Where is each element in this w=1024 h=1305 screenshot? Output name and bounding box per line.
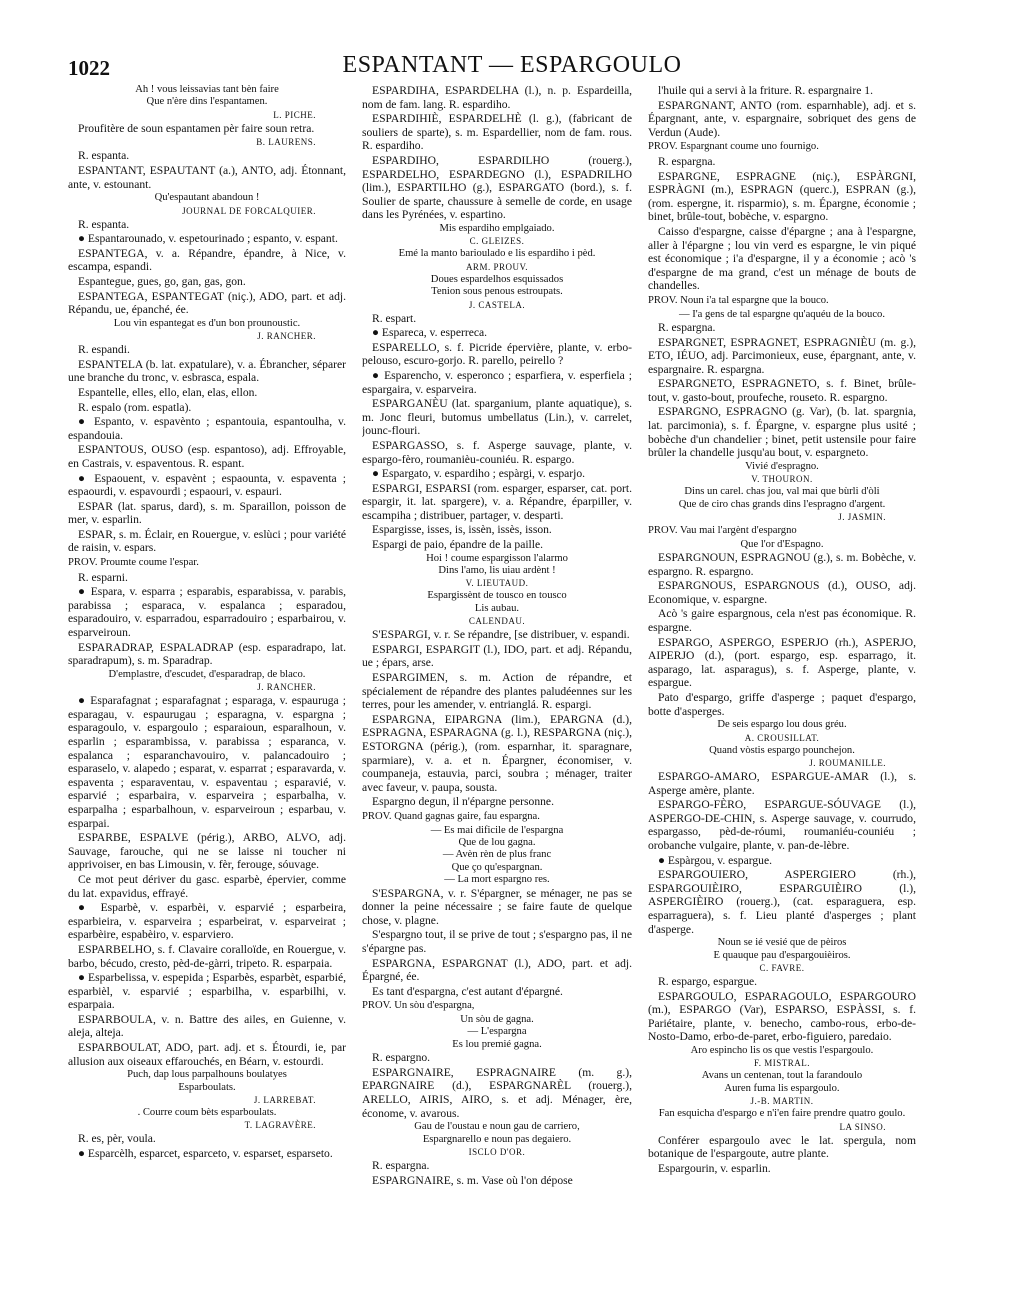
- quotation-source: LA SINSO.: [839, 1121, 886, 1132]
- dictionary-entry: Conférer espargoulo avec le lat. spergula, nom botanique de l'espargoute, autre plante.: [648, 1133, 916, 1161]
- quotation-line: Auren fuma lis espargoulo.: [724, 1082, 840, 1094]
- dictionary-entry: Espantelle, elles, ello, elan, elas, ellon.: [78, 385, 258, 399]
- quotation-source: CALENDAU.: [468, 616, 526, 627]
- quotation-line: — L'espargna: [467, 1026, 527, 1038]
- quotation-source: F. MISTRAL.: [753, 1058, 811, 1069]
- dictionary-entry: ● Esparcèlh, esparcet, esparceto, v. esparset, esparseto.: [78, 1147, 333, 1161]
- quotation-source: JOURNAL DE FORCALQUIER.: [182, 205, 316, 216]
- dictionary-entry: ESPARGI, ESPARSI (rom. esparger, esparser, cat. port. espargir, it. lat. spargere), v. a. Répandre, éparpiller, v. escampiha ; distribuer, partager, v. desparti.: [362, 481, 632, 522]
- quotation-source: V. LIEUTAUD.: [465, 578, 529, 589]
- page-header: [0, 52, 1024, 82]
- dictionary-entry: ESPARBOULA, v. n. Battre des ailes, en Guienne, v. aleja, alteja.: [68, 1012, 346, 1040]
- quotation-source: ARM. PROUV.: [465, 261, 529, 272]
- dictionary-entry: Espargourin, v. esparlin.: [658, 1161, 771, 1175]
- dictionary-entry: ● Espanto, v. espavènto ; espantouia, espantoulha, v. espandouia.: [68, 415, 346, 442]
- quotation-source: ISCLO D'OR.: [468, 1146, 526, 1157]
- quotation-source: J. CASTELA.: [468, 299, 526, 310]
- dictionary-entry: R. espargno.: [372, 1051, 431, 1065]
- dictionary-entry: Caisso d'espargne, caisse d'épargne ; ana à l'espargne, aller à l'épargne ; lou vin verd es espargne, le vin piqué est économique ; i'a d'espargne, il y a économie ; acò 's d'espargne de ma grand, c'est un ménage de bouts de chandelles.: [648, 224, 916, 293]
- quotation-line: Que n'ère dins l'espantamen.: [146, 96, 268, 108]
- proverb-line: PROV. Espargnant coume uno fournigo.: [648, 141, 819, 153]
- dictionary-entry: ESPANTEGA, ESPANTEGAT (niç.), ADO, part. et adj. Répandu, ue, épanché, ée.: [68, 289, 346, 317]
- dictionary-entry: Espargno degun, il n'épargne personne.: [372, 795, 554, 809]
- dictionary-entry: ● Esparbelissa, v. espepida ; Esparbès, esparbèt, esparbié, esparbièl, v. esparvié ; esparbilha, v. esparbilhi, v. esparpaia.: [68, 971, 346, 1012]
- column-right: [648, 84, 916, 1289]
- dictionary-entry: Acò 's gaire espargnous, cela n'est pas économique. R. espargne.: [648, 607, 916, 635]
- quotation-line: Vivié d'espragno.: [745, 460, 819, 472]
- dictionary-entry: S'ESPARGI, v. r. Se répandre, [se distribuer, v. espandi.: [372, 628, 630, 642]
- column-left: [68, 84, 346, 1289]
- dictionary-entry: R. espalo (rom. espatla).: [78, 400, 192, 414]
- dictionary-entry: S'espargno tout, il se prive de tout ; s'espargno pas, il ne s'épargne pas.: [362, 928, 632, 955]
- dictionary-entry: R. espanta.: [78, 149, 130, 163]
- dictionary-entry: ESPARBELHO, s. f. Clavaire coralloïde, en Rouergue, v. barbo, bécudo, cresto, pèd-de-gàrri, tripeto. R. esparpaia.: [68, 942, 346, 970]
- quotation-line: Es lou premié gagna.: [452, 1038, 542, 1050]
- dictionary-entry: ESPANTEGA, v. a. Répandre, épandre, à Nice, v. escampa, espandi.: [68, 246, 346, 274]
- dictionary-entry: R. espandi.: [78, 343, 130, 357]
- dictionary-entry: Proufitère de soun espantamen pèr faire soun retra.: [78, 121, 315, 135]
- quotation-line: Que de ciro chas grands dins l'espragno d'argent.: [678, 498, 886, 510]
- dictionary-entry: R. espargna.: [658, 154, 716, 168]
- quotation-source: B. LAURENS.: [256, 137, 316, 148]
- quotation-line: Dins un carel. chas jou, val mai que bùrli d'òli: [684, 486, 880, 498]
- quotation-source: J. JASMIN.: [838, 512, 886, 523]
- proverb-line: PROV. Noun i'a tal espargne que la bouco.: [648, 294, 829, 306]
- dictionary-entry: ESPARGNET, ESPRAGNET, ESPRAGNIÈU (m. g.), ETO, IÉUO, adj. Parcimonieux, euse, épargnant, ante, v. espargnaire. R. espargna.: [648, 335, 916, 376]
- dictionary-entry: ESPARGO, ASPERGO, ESPERJO (rh.), ASPERJO, AIPERJO (d.), (port. espargo, esp. esparrago, it. asparago, lat. asparagus), s. f. Asperge, plante, v. espargue.: [648, 635, 916, 690]
- dictionary-entry: ESPARGANÈU (lat. sparganium, plante aquatique), s. m. Jonc fleuri, butomus umbellatus (Lin.), v. carrelet, jounc-flouri.: [362, 397, 632, 438]
- dictionary-entry: ● Esparafagnat ; esparafagnat ; esparaga, v. espauruga ; esparagau, v. espaurugau ; esparagna, v. espargna ; esparagoulo, v. espargoulo ; esparaioun, esparalhoun, v. esparlin ; esparambissa, v. parabissa ; esparanca, v. espalanca ; esparanchavouiro, v. palancadouiro ; esparaselo, v. alapedo ; esparat, v. esparrat ; esparavarda, v. espaventa ; esparaventau, v. espaventau ; esparavié, v. esparvié ; esparbaira, v. esparveira ; esparbalha, v. esparpalha ; esparbalhoun, v. esparveiroun ; esparbau, v. esparpai.: [68, 694, 346, 830]
- dictionary-entry: ESPARGNE, ESPRAGNE (niç.), ESPÀRGNI, ESPRÀGNI (m.), ESPRAGN (querc.), ESPRAN (g.), (rom. espergne, it. risparmio), s. m. Épargne, économie ; binet, brûle-tout, bobèche, v. espargno.: [648, 169, 916, 224]
- quotation-line: Gau de l'oustau e noun gau de carriero,: [414, 1121, 580, 1133]
- quotation-line: Esparboulats.: [178, 1081, 236, 1093]
- quotation-line: — La mort espargno res.: [444, 874, 550, 886]
- quotation-line: Que l'or d'Espagno.: [740, 538, 824, 550]
- dictionary-entry: ESPARGNAIRE, s. m. Vase où l'on dépose: [372, 1173, 573, 1187]
- dictionary-entry: ESPANTOUS, OUSO (esp. espantoso), adj. Effroyable, en Castrais, v. espaventous. R. espant.: [68, 443, 346, 470]
- quotation-source: J. ROUMANILLE.: [809, 758, 886, 768]
- dictionary-entry: R. espargna.: [372, 1158, 430, 1172]
- quotation-line: E quauque pau d'espargouièiros.: [713, 949, 851, 961]
- dictionary-entry: l'huile qui a servi à la friture. R. espargnaire 1.: [658, 84, 873, 97]
- dictionary-entry: ESPARGI, ESPARGIT (l.), IDO, part. et adj. Répandu, ue ; épars, arse.: [362, 642, 632, 670]
- proverb-line: PROV. Vau mai l'argènt d'espargno: [648, 525, 797, 537]
- dictionary-entry: ESPARGO-FÈRO, ESPARGUE-SÓUVAGE (l.), ASPERGO-DE-CHIN, s. Asperge sauvage, v. courrudo, espargasso, pèd-de-róumi, roumaniéu-couniéu ; orobanche vulgaire, plante, v. pan-de-lèbre.: [648, 798, 916, 852]
- page-title: ESPANTANT — ESPARGOULO: [342, 52, 682, 78]
- column-middle: [362, 84, 632, 1289]
- dictionary-entry: ESPAR (lat. sparus, dard), s. m. Sparaillon, poisson de mer, v. esparlin.: [68, 499, 346, 527]
- proverb-line: PROV. Proumte coume l'espar.: [68, 557, 199, 569]
- dictionary-entry: ESPARGNANT, ANTO (rom. esparnhable), adj. et s. Épargnant, ante, v. espargnaire, sobriquet des gens de Verdun (Aude).: [648, 98, 916, 139]
- quotation-line: De seis espargo lou dous gréu.: [717, 719, 847, 731]
- dictionary-entry: ESPARELLO, s. f. Picride épervière, plante, v. erbo-pelouso, escuro-gorjo. R. parello, peirello ?: [362, 340, 632, 368]
- quotation-line: Tenion sous penous estroupats.: [431, 286, 563, 298]
- quotation-line: Puch, dap lous parpalhouns boulatyes: [127, 1069, 287, 1081]
- dictionary-entry: ● Espàrgou, v. espargue.: [658, 853, 773, 867]
- dictionary-entry: Ce mot peut dériver du gasc. esparbè, épervier, comme du lat. expavidus, effrayé.: [68, 872, 346, 900]
- dictionary-entry: ESPARGOUIERO, ASPERGIERO (rh.), ESPARGOUIÈIRO, ESPARGUIÈIRO (l.), ASPERGIÈIRO (rouerg.), (cat. esparaguera, esp. esparraguera), s. f. Lieu planté d'asperges ; plant d'asperge.: [648, 868, 916, 936]
- dictionary-entry: ESPARDIHO, ESPARDILHO (rouerg.), ESPARDELHO, ESPARDEGNO (l.), ESPADRILHO (lim.), ESPARTILHO (g.), ESPARGATO (bord.), s. f. Soulier de sparte, chaussure à semelle de corde, en usage dans les Pyrénées, v. espartino.: [362, 153, 632, 222]
- dictionary-entry: ESPARGOULO, ESPARAGOULO, ESPARGOURO (m.), ESPARGO (Var), ESPARSO, ESPÀSSI, s. f. Pariétaire, plante, v. benecho, cambo-rous, erbo-de-Nosto-Damo, erbo-de-paret, erbo-figuiero, paredaio.: [648, 989, 916, 1044]
- dictionary-entry: R. esparni.: [78, 570, 128, 584]
- quotation-line: Que ço qu'espargnan.: [451, 861, 543, 873]
- dictionary-entry: ● Espara, v. esparra ; esparabis, esparabissa, v. parabis, parabissa ; esparaca, v. espalanca ; esparadou, esparadouiro, v. esparradou, esparradouiro ; esparbairou, v. esparveiroun.: [68, 585, 346, 640]
- quotation-line: Lou vin espantegat es d'un bon prounoustic.: [113, 317, 301, 329]
- dictionary-entry: ● Espareca, v. esperreca.: [372, 326, 488, 340]
- quotation-source: C. FAVRE.: [759, 962, 805, 973]
- proverb-line: PROV. Quand gagnas gaire, fau espargna.: [362, 811, 540, 822]
- quotation-line: Qu'espautant abandoun !: [154, 192, 260, 204]
- quotation-line: Lis aubau.: [474, 602, 520, 614]
- proverb-line: PROV. Un sòu d'espargna,: [362, 1000, 475, 1012]
- dictionary-entry: ESPARGNO, ESPRAGNO (g. Var), (b. lat. spargnia, lat. parcimonia), s. f. Épargne, v. espargne plus usité ; bobèche d'un chandelier ; binet, petit ustensile pour faire brûler la chandelle jusqu'au bout, v. espargneto.: [648, 405, 916, 460]
- quotation-line: Doues espardelhos esquissados: [430, 273, 564, 285]
- dictionary-entry: ESPARGNAIRE, ESPRAGNAIRE (m. g.), EPARGNAIRE (d.), ESPARGNARÈL (rouerg.), ARELLO, AIRIS, AIRO, s. et adj. Ménager, ère, économe, v. avarous.: [362, 1065, 632, 1120]
- dictionary-entry: ESPARBE, ESPALVE (périg.), ARBO, ALVO, adj. Sauvage, farouche, qui ne se laisse ni toucher ni apprivoiser, en bas Limousin, v. fèr, ferouge, sóuvage.: [68, 831, 346, 872]
- quotation-line: Espargnarello e noun pas degaiero.: [422, 1133, 572, 1145]
- dictionary-entry: R. es, pèr, voula.: [78, 1132, 156, 1146]
- dictionary-entry: R. espargo, espargue.: [658, 974, 758, 988]
- quotation-line: . Courre coum bèts esparboulats.: [137, 1107, 277, 1119]
- dictionary-entry: ESPAR, s. m. Éclair, en Rouergue, v. eslùci ; pour variété de raisin, v. espars.: [68, 527, 346, 555]
- dictionary-entry: ESPARGNA, ESPARGNAT (l.), ADO, part. et adj. Épargné, ée.: [362, 956, 632, 984]
- dictionary-entry: ESPARGASSO, s. f. Asperge sauvage, plante, v. espargo-fèro, roumanièu-couniéu. R. espargo.: [362, 438, 632, 466]
- dictionary-entry: R. espanta.: [78, 217, 130, 231]
- dictionary-entry: Pato d'espargo, griffe d'asperge ; paquet d'espargo, botte d'asperges.: [648, 691, 916, 718]
- dictionary-entry: ESPARGIMEN, s. m. Action de répandre, et spécialement de répandre des plantes paludéennes sur les terres, pour les amender, v. entrianglá. R. espargi.: [362, 671, 632, 712]
- quotation-source: V. THOURON.: [751, 474, 813, 485]
- dictionary-entry: ● Espantarounado, v. espetourinado ; espanto, v. espant.: [78, 232, 338, 246]
- quotation-line: Ah ! vous leissavias tant bèn faire: [135, 84, 279, 95]
- quotation-source: A. CROUSILLAT.: [744, 732, 820, 743]
- quotation-line: Emé la manto barioulado e lis espardiho i pèd.: [398, 248, 596, 260]
- dictionary-entry: ● Esparencho, v. esperonco ; esparfiera, v. esperfiela ; espargaira, v. esparveira.: [362, 368, 632, 396]
- quotation-source: J. LARREBAT.: [253, 1095, 316, 1106]
- quotation-line: Un sòu de gagna.: [460, 1013, 534, 1025]
- quotation-source: C. GLEIZES.: [469, 236, 525, 247]
- dictionary-entry: ESPARADRAP, ESPALADRAP (esp. esparadrapo, lat. sparadrapum), s. m. Sparadrap.: [68, 640, 346, 668]
- quotation-source: J.-B. MARTIN.: [750, 1096, 814, 1107]
- quotation-line: — Es mai dificile de l'espargna: [430, 824, 564, 836]
- dictionary-entry: ESPARBOULAT, ADO, part. adj. et s. Étourdi, ie, par allusion aux oiseaux effarouchés, en Béarn, v. estourdi.: [68, 1041, 346, 1068]
- quotation-line: Avans un centenan, tout la farandoulo: [701, 1070, 863, 1082]
- quotation-line: Dins l'amo, lis uiau ardènt !: [438, 565, 556, 577]
- quotation-line: — I'a gens de tal espargne qu'aquéu de la bouco.: [678, 308, 885, 320]
- dictionary-entry: ESPARDIHA, ESPARDELHA (l.), n. p. Espardeilla, nom de fam. lang. R. espardiho.: [362, 84, 632, 111]
- quotation-line: Hoi ! coume espargisson l'alarmo: [426, 552, 568, 564]
- dictionary-entry: S'ESPARGNA, v. r. S'épargner, se ménager, ne pas se donner la peine nécessaire ; se faire faute de quelque chose, v. plagne.: [362, 886, 632, 927]
- dictionary-entry: Espantegue, gues, go, gan, gas, gon.: [78, 274, 246, 288]
- dictionary-entry: ESPARGNA, EIPARGNA (lim.), EPARGNA (d.), ESPRAGNA, ESPARAGNA (g. l.), RESPARGNA (niç.), ESTORGNA (périg.), (rom. esparnhar, it. sparagnare, sparmiare), v. a. et n. Épargner, économiser, v. coumpaneja, estauvia, parci, soubra ; ménager, traiter avec faveur, v. paupa, sousta.: [362, 712, 632, 794]
- dictionary-entry: R. espargna.: [658, 320, 716, 334]
- dictionary-entry: Espargi de paio, épandre de la paille.: [372, 538, 544, 552]
- dictionary-entry: ● Espaouent, v. espavènt ; espaounta, v. espaventa ; espaourdi, v. espavourdi ; espaouri, v. espauri.: [68, 471, 346, 499]
- dictionary-entry: ESPANTANT, ESPAUTANT (a.), ANTO, adj. Étonnant, ante, v. estounant.: [68, 164, 346, 191]
- page-number: 1022: [68, 56, 110, 80]
- quotation-source: J. RANCHER.: [257, 682, 316, 693]
- quotation-source: J. RANCHER.: [257, 331, 316, 342]
- quotation-line: D'emplastre, d'escudet, d'esparadrap, de blaco.: [108, 668, 306, 680]
- dictionary-entry: ESPARGNOUN, ESPRAGNOU (g.), s. m. Bobèche, v. espargno. R. espargno.: [648, 551, 916, 578]
- dictionary-entry: Espargisse, isses, is, issèn, issès, isson.: [372, 523, 552, 537]
- dictionary-entry: ESPARGNETO, ESPRAGNETO, s. f. Binet, brûle-tout, v. gasto-bout, proufeche, rouseto. R. espargno.: [648, 377, 916, 404]
- quotation-line: Noun se ié vesié que de pèiros: [717, 937, 847, 949]
- quotation-line: Espargissènt de tousco en tousco: [427, 590, 567, 602]
- dictionary-entry: ● Esparbè, v. esparbèi, v. esparvié ; esparbeira, esparbieira, v. esparveira ; esparbeirat, v. esparveirat ; esparbèire, espabèiro, v. esparviero.: [68, 901, 346, 942]
- quotation-line: Que de lou gagna.: [458, 837, 536, 848]
- quotation-line: Aro espincho lis os que vestis l'espargoulo.: [690, 1044, 874, 1056]
- dictionary-entry: R. espart.: [372, 311, 417, 325]
- dictionary-entry: ESPANTELA (b. lat. expatulare), v. a. Ébrancher, séparer une branche du tronc, v. esbrasca, espala.: [68, 357, 346, 385]
- quotation-line: — Avèn rèn de plus franc: [442, 849, 552, 861]
- quotation-line: Fan esquicha d'espargo e n'i'en faire prendre quatro goulo.: [658, 1108, 906, 1120]
- quotation-line: Quand vòstis espargo pounchejon.: [709, 744, 855, 756]
- dictionary-entry: ESPARDIHIÈ, ESPARDELHÈ (l. g.), (fabricant de souliers de sparte), s. m. Espardellier, nom de fam. rous. R. espardiho.: [362, 112, 632, 153]
- dictionary-entry: ESPARGO-AMARO, ESPARGUE-AMAR (l.), s. Asperge amère, plante.: [648, 770, 916, 797]
- quotation-source: L. PICHE.: [273, 109, 316, 120]
- dictionary-entry: ● Espargato, v. espardiho ; espàrgi, v. esparjo.: [372, 467, 586, 481]
- quotation-source: T. LAGRAVÈRE.: [244, 1120, 316, 1131]
- dictionary-entry: Es tant d'espargna, c'est autant d'épargné.: [372, 984, 563, 998]
- quotation-line: Mis espardiho emplgaiado.: [439, 222, 555, 234]
- dictionary-entry: ESPARGNOUS, ESPARGNOUS (d.), OUSO, adj. Economique, v. espargne.: [648, 579, 916, 606]
